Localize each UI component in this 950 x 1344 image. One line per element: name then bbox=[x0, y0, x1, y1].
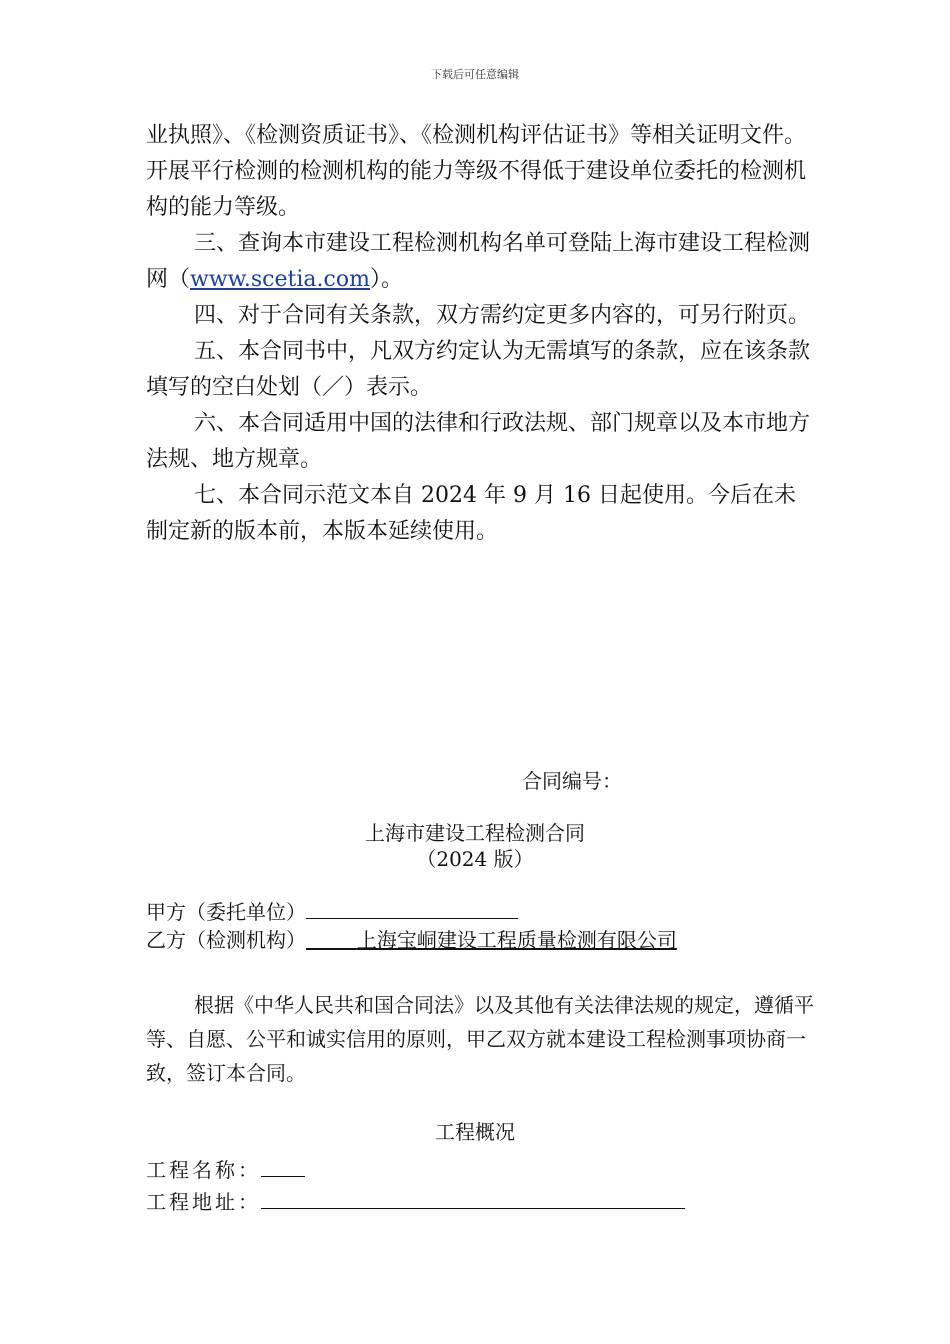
party-b-row bbox=[146, 926, 677, 954]
party-b-value: 上海宝峒建设工程质量检测有限公司 bbox=[356, 928, 677, 952]
party-a-row bbox=[146, 896, 518, 926]
paragraph-3-suffix: ）。 bbox=[369, 267, 403, 292]
page-header: 下载后可任意编辑 bbox=[431, 68, 519, 81]
scetia-link[interactable]: www.scetia.com bbox=[190, 267, 370, 292]
paragraph-4: 四、对于合同有关条款，双方需约定更多内容的，可另行附页。 bbox=[194, 303, 811, 328]
paragraph-3-prefix: 三、查询本市建设工程检测机构名单可登陆上海市建设工程检测网（ bbox=[146, 231, 811, 292]
party-a-label: 甲方（委托单位） bbox=[146, 900, 306, 924]
paragraph-7: 七、本合同示范文本自 2024 年 9 月 16 日起使用。今后在未制定新的版本前，本版本延续使用。 bbox=[146, 483, 796, 544]
paragraph-1: 业执照》、《检测资质证书》、《检测机构评估证书》等相关证明文件。开展平行检测的检测机构的能力等级不得低于建设单位委托的检测机构的能力等级。 bbox=[146, 123, 807, 220]
contract-title-block bbox=[0, 820, 950, 872]
paragraph-3 bbox=[146, 226, 814, 298]
party-a-field[interactable] bbox=[306, 896, 518, 919]
party-b-field[interactable] bbox=[306, 928, 677, 952]
contract-number-label: 合同编号： bbox=[522, 769, 622, 793]
contract-title: 上海市建设工程检测合同 bbox=[365, 821, 585, 845]
paragraph-5: 五、本合同书中，凡双方约定认为无需填写的条款，应在该条款填写的空白处划（／）表示。 bbox=[146, 339, 811, 400]
contract-preamble: 根据《中华人民共和国合同法》以及其他有关法律法规的规定，遵循平等、自愿、公平和诚实信用的原则，甲乙双方就本建设工程检测事项协商一致，签订本合同。 bbox=[146, 993, 814, 1085]
project-address-row bbox=[146, 1188, 685, 1216]
project-name-field[interactable] bbox=[261, 1156, 305, 1177]
party-b-label: 乙方（检测机构） bbox=[146, 928, 306, 952]
project-address-label: 工程地址： bbox=[146, 1190, 261, 1214]
paragraph-6: 六、本合同适用中国的法律和行政法规、部门规章以及本市地方法规、地方规章。 bbox=[146, 411, 811, 472]
overview-title: 工程概况 bbox=[435, 1120, 515, 1144]
project-name-label: 工程名称： bbox=[146, 1158, 261, 1182]
contract-notes bbox=[146, 118, 814, 550]
project-name-row bbox=[146, 1156, 305, 1184]
project-address-field[interactable] bbox=[261, 1188, 685, 1209]
contract-edition: （2024 版） bbox=[416, 847, 534, 871]
